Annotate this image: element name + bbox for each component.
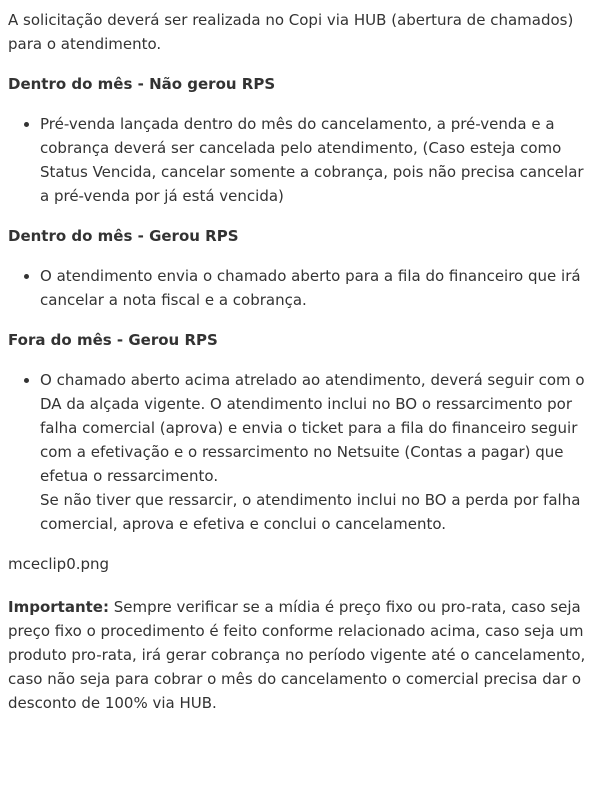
section-heading-in-month-rps: Dentro do mês - Gerou RPS bbox=[8, 227, 239, 245]
important-text: Sempre verificar se a mídia é preço fixo ou pro-rata, caso seja preço fixo o procedimento é feito conforme relacionado acima, caso seja um produto pro-rata, irá gerar cobrança no período vigente até o cancelamento, caso não seja para cobrar o mês do cancelamento o comercial precisa dar o desconto de 100% via HUB. bbox=[8, 598, 586, 712]
intro-paragraph: A solicitação deverá ser realizada no Copi via HUB (abertura de chamados) para o atendimento. bbox=[8, 11, 574, 53]
broken-image bbox=[8, 552, 109, 576]
important-label: Importante: bbox=[8, 598, 109, 616]
list-item: • O atendimento envia o chamado aberto para a fila do financeiro que irá cancelar a nota fiscal e a cobrança. bbox=[40, 264, 592, 312]
section-heading-no-rps: Dentro do mês - Não gerou RPS bbox=[8, 75, 276, 93]
section-list-out-month-rps bbox=[8, 368, 592, 536]
list-item-text-1: O chamado aberto acima atrelado ao atendimento, deverá seguir com o DA da alçada vigente. O atendimento inclui no BO o ressarcimento por falha comercial (aprova) e envia o ticket para a fila do financeiro seguir com a efetivação e o ressarcimento no Netsuite (Contas a pagar) que efetua o ressarcimento. bbox=[40, 371, 585, 485]
list-item-text-2: Se não tiver que ressarcir, o atendimento inclui no BO a perda por falha comercial, aprova e efetiva e conclui o cancelamento. bbox=[40, 491, 581, 533]
image-paragraph bbox=[8, 552, 592, 579]
section-list-in-month-rps bbox=[8, 264, 592, 312]
image-alt-text: mceclip0.png bbox=[8, 555, 110, 573]
important-paragraph bbox=[8, 595, 592, 715]
list-item bbox=[40, 368, 592, 536]
section-list-no-rps bbox=[8, 112, 592, 208]
section-heading-out-month-rps: Fora do mês - Gerou RPS bbox=[8, 331, 218, 349]
list-item: • Pré-venda lançada dentro do mês do cancelamento, a pré-venda e a cobrança deverá ser cancelada pelo atendimento, (Caso esteja como Status Vencida, cancelar somente a cobrança, pois não precisa cancelar a pré-venda por já está vencida) bbox=[40, 112, 592, 208]
